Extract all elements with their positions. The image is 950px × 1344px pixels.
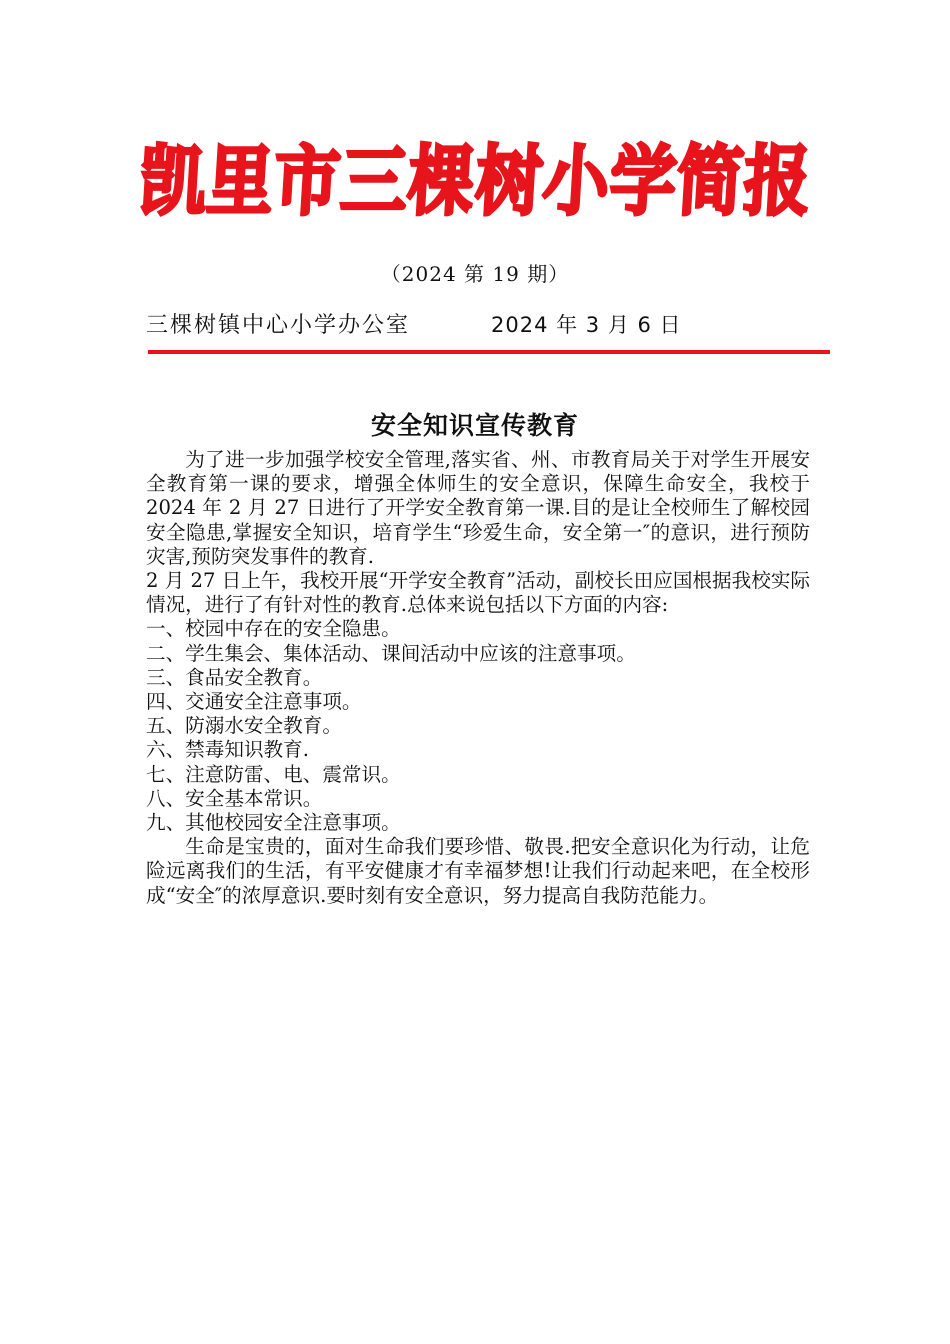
masthead-char: 市 [271, 137, 343, 226]
list-item: 四、交通安全注意事项。 [146, 690, 362, 714]
masthead-char: 树 [472, 137, 545, 226]
masthead-char: 三 [338, 137, 411, 226]
event-paragraph: 2 月 27 日上午，我校开展“开学安全教育”活动，副校长田应国根据我校实际情况，进行了有针对性的教育.总体来说包括以下方面的内容: [146, 569, 810, 617]
list-item: 九、其他校园安全注意事项。 [146, 811, 401, 835]
intro-paragraph: 为了进一步加强学校安全管理,落实省、州、市教育局关于对学生开展安全教育第一课的要求，增强全体师生的安全意识，保障生命安全，我校于 2024 年 2 月 27 日进行了开学安全教育第一课.目的是让全校师生了解校园安全隐患,掌握安全知识，培育学生“珍爱生命，安全第一″的意识，进行预防灾害,预防突发事件的教育. [146, 448, 810, 568]
list-item: 一、校园中存在的安全隐患。 [146, 617, 401, 641]
list-item: 二、学生集会、集体活动、课间活动中应该的注意事项。 [146, 641, 636, 665]
issuer-row [146, 308, 846, 339]
masthead-char: 小 [539, 137, 612, 226]
masthead-char: 简 [674, 137, 746, 226]
list-item: 五、防溺水安全教育。 [146, 714, 342, 738]
issue-date: 2024 年 3 月 6 日 [491, 313, 682, 337]
header-divider [148, 350, 830, 354]
article-title: 安全知识宣传教育 [370, 411, 579, 440]
list-item: 三、食品安全教育。 [146, 665, 323, 689]
masthead-char: 棵 [405, 137, 478, 226]
newsletter-masthead [137, 122, 813, 242]
closing-paragraph: 生命是宝贵的，面对生命我们要珍惜、敬畏.把安全意识化为行动，让危险远离我们的生活，有平安健康才有幸福梦想!让我们行动起来吧，在全校形成“安全″的浓厚意识.要时刻有安全意识，努力提高自我防范能力。 [146, 835, 810, 907]
issuer-office: 三棵树镇中心小学办公室 [146, 313, 411, 338]
list-item: 六、禁毒知识教育. [146, 738, 309, 762]
masthead-char: 里 [204, 137, 276, 226]
issue-number: （2024 第 19 期） [380, 262, 570, 286]
topic-list [146, 617, 810, 835]
list-item: 七、注意防雷、电、震常识。 [146, 762, 401, 786]
masthead-char: 学 [607, 137, 679, 226]
article-body [146, 448, 810, 908]
list-item: 八、安全基本常识。 [146, 786, 323, 810]
masthead-char: 凯 [137, 137, 209, 226]
masthead-char: 报 [741, 137, 813, 226]
